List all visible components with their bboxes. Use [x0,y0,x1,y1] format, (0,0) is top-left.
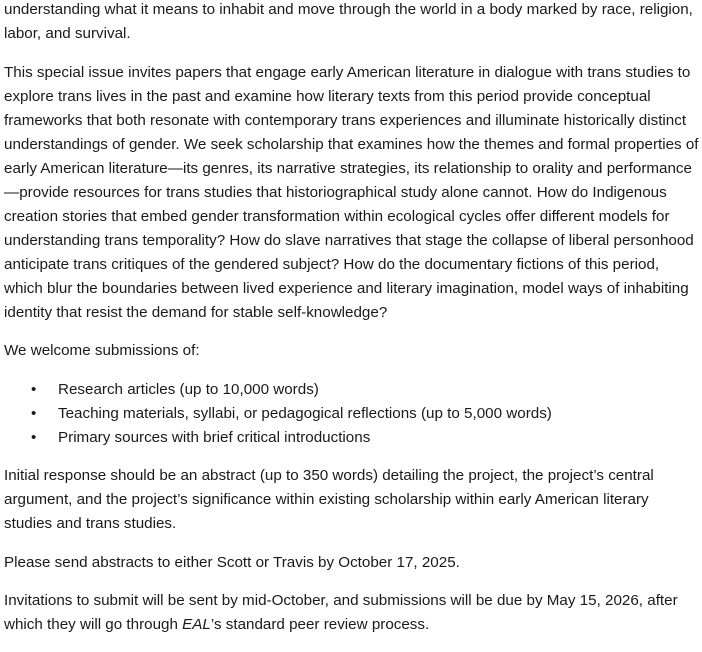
bullet-icon: • [31,380,37,398]
list-item [4,378,700,402]
submission-types-list [4,378,700,450]
timeline-paragraph [4,589,700,637]
bullet-icon: • [31,404,37,422]
list-item-text: Teaching materials, syllabi, or pedagogical reflections (up to 5,000 words) [58,404,552,422]
document-body [4,0,700,652]
list-item-text: Primary sources with brief critical introductions [58,428,371,446]
abstract-paragraph: Initial response should be an abstract (up to 350 words) detailing the project, the project’s central argument, and the project’s significance within existing scholarship within early American literary studies and trans studies. [4,467,654,532]
list-item-text: Research articles (up to 10,000 words) [58,380,319,398]
list-item [4,402,700,426]
submissions-heading: We welcome submissions of: [4,342,200,359]
bullet-icon: • [31,428,37,446]
send-paragraph: Please send abstracts to either Scott or Travis by October 17, 2025. [4,553,460,571]
timeline-text-before: Invitations to submit will be sent by mid-October, and submissions will be due by May 15, 2026, after which they will go through [4,592,678,633]
intro-fragment-paragraph: understanding what it means to inhabit and move through the world in a body marked by race, religion, labor, and survival. [4,1,693,42]
list-item [4,426,700,450]
journal-abbrev: EAL [182,616,211,633]
invitation-paragraph: This special issue invites papers that engage early American literature in dialogue with trans studies to explore trans lives in the past and examine how literary texts from this period provide conceptual frameworks that both resonate with contemporary trans experiences and illuminate historically distinct understandings of gender. We seek scholarship that examines how the themes and formal properties of early American literature—its genres, its narrative strategies, its relationship to orality and performance—provide resources for trans studies that historiographical study alone cannot. How do Indigenous creation stories that embed gender transformation within ecological cycles offer different models for understanding trans temporality? How do slave narratives that stage the collapse of liberal personhood anticipate trans critiques of the gendered subject? How do the documentary fictions of this period, which blur the boundaries between lived experience and literary imagination, model ways of inhabiting identity that resist the demand for stable self-knowledge? [4,63,699,321]
timeline-text-after: ’s standard peer review process. [210,616,430,633]
